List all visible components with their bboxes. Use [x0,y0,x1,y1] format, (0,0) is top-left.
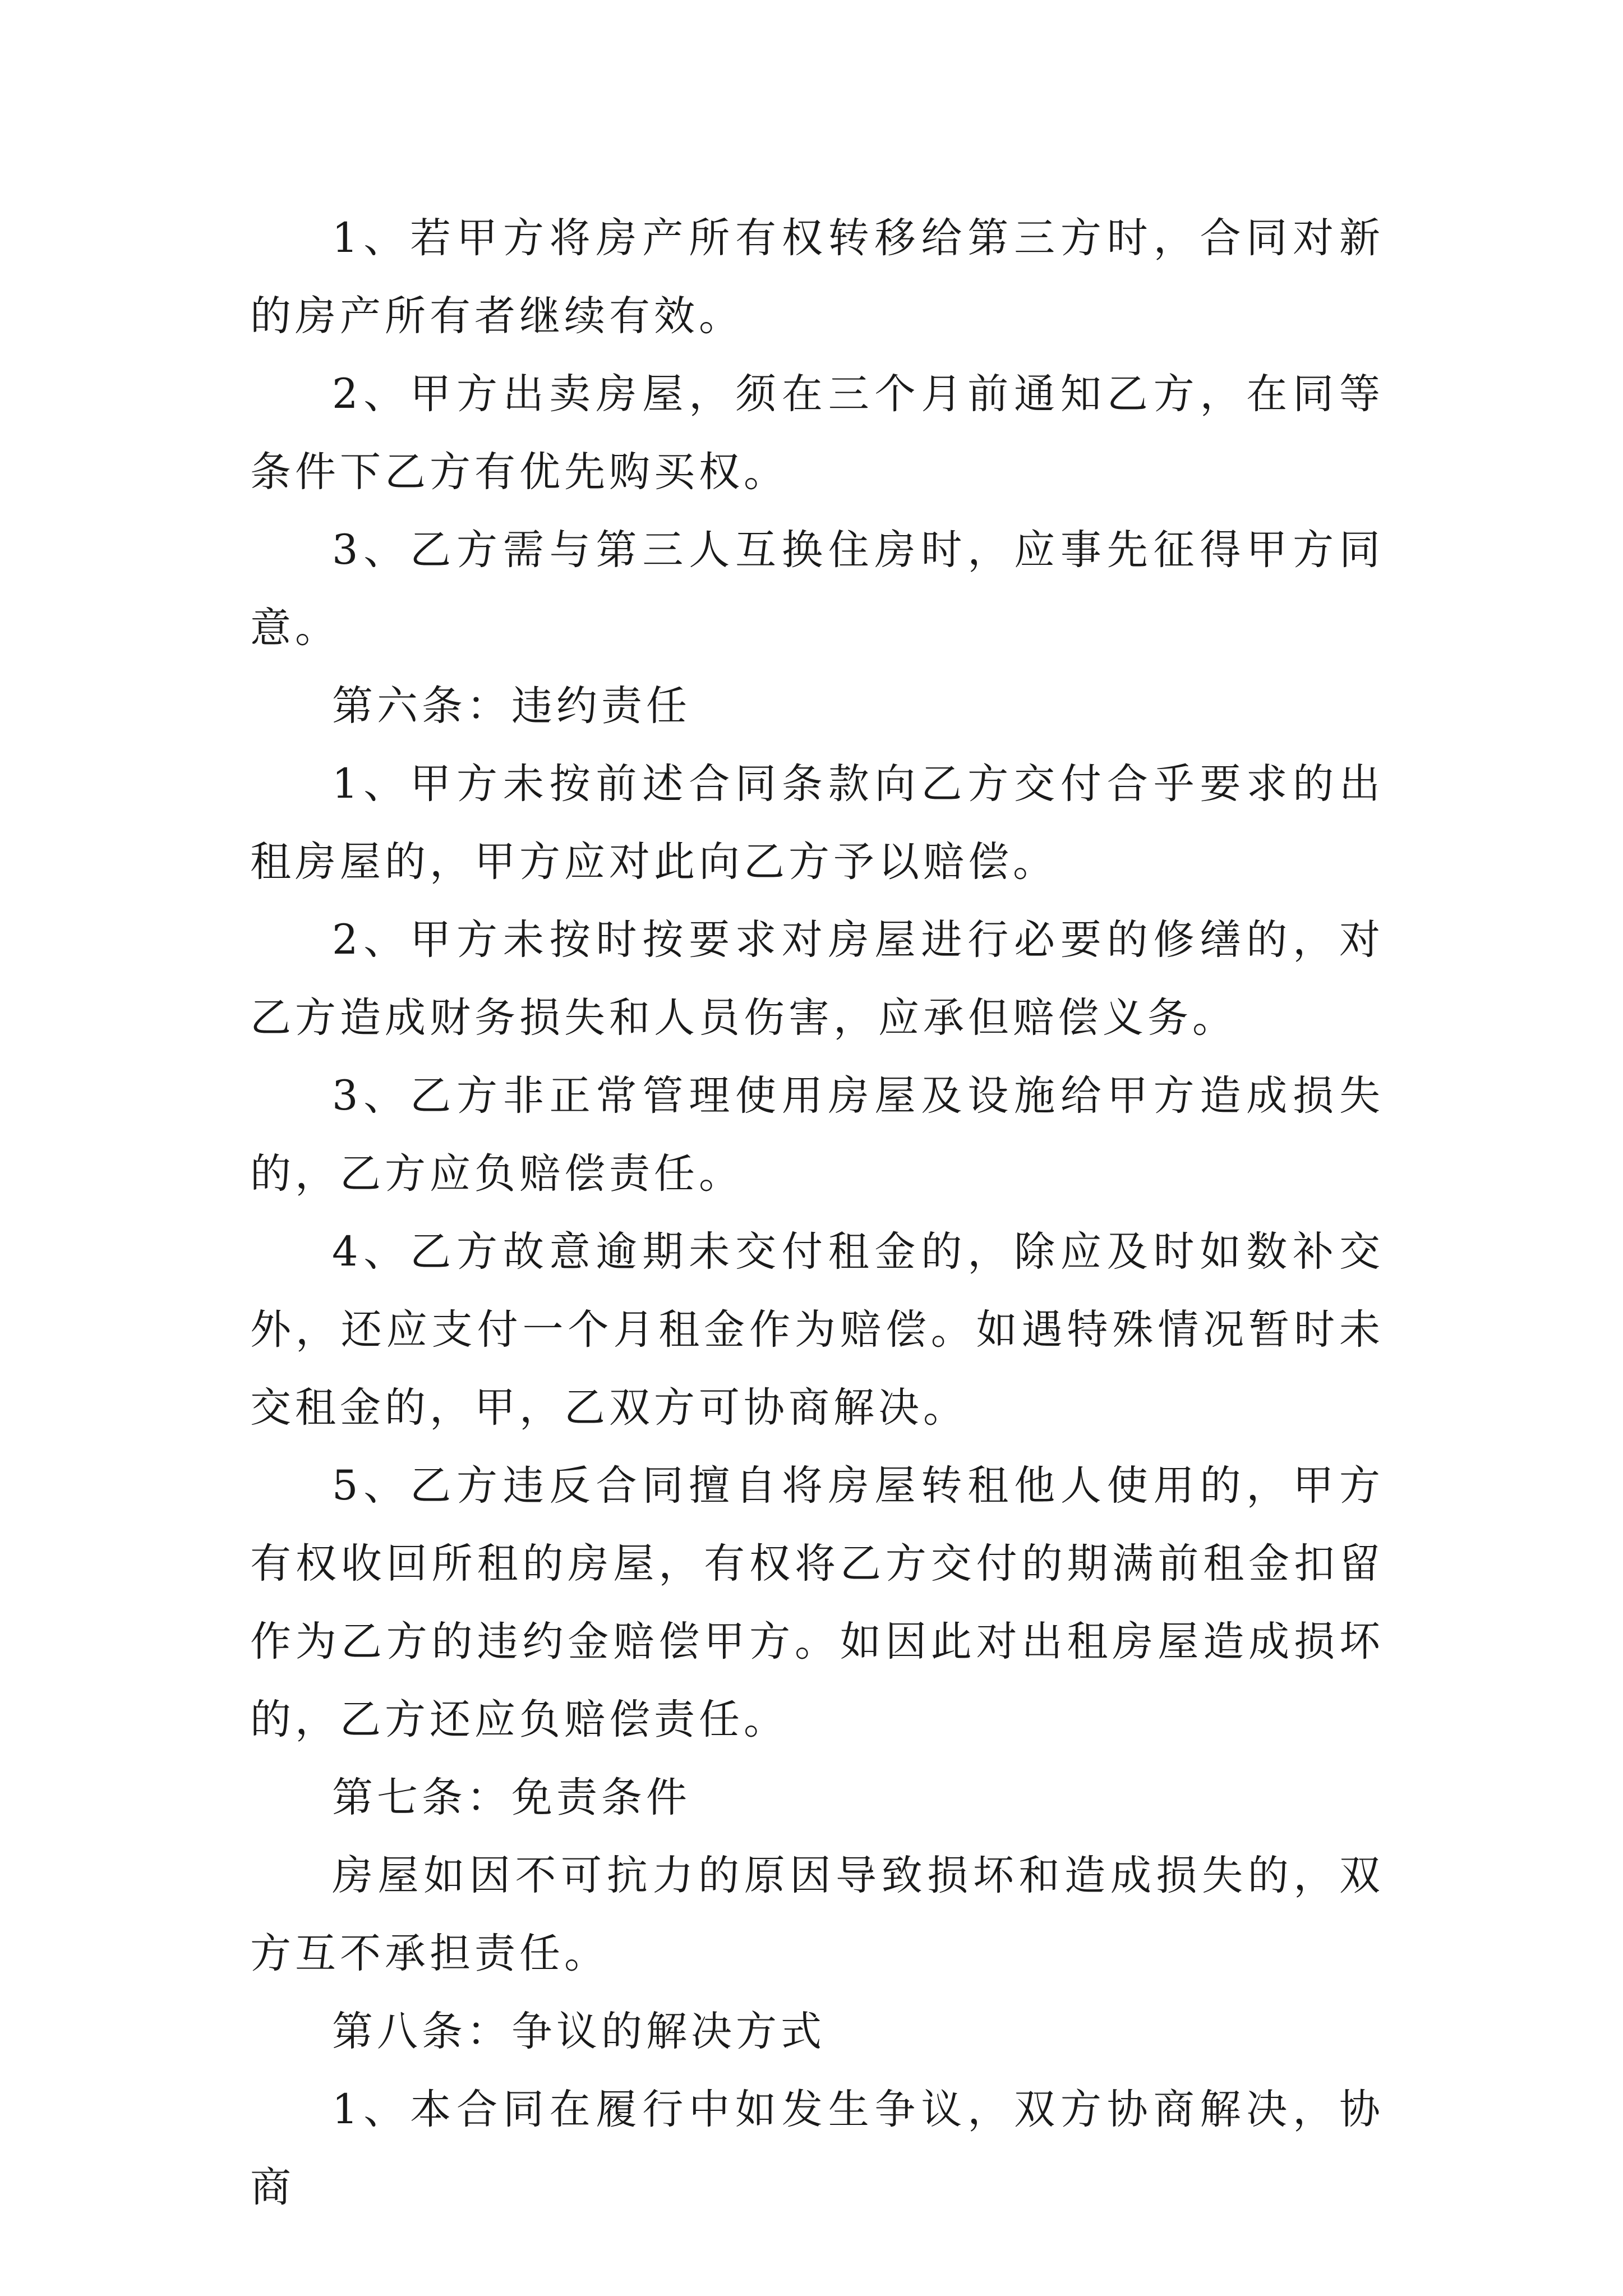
article-8-item-1: 1、本合同在履行中如发生争议，双方协商解决，协商 [250,2086,1384,2211]
article-8-heading: 第八条：争议的解决方式 [332,2008,826,2055]
article-6-item-5: 5、乙方违反合同擅自将房屋转租他人使用的，甲方有权收回所租的房屋，有权将乙方交付的期满前租金扣留作为乙方的违约金赔偿甲方。如因此对出租房屋造成损坏的，乙方还应负赔偿责任。 [250,1462,1384,1743]
clause-5-item-1: 1、若甲方将房产所有权转移给第三方时，合同对新的房产所有者继续有效。 [250,214,1384,340]
document-body [250,199,1384,2226]
clause-5-item-2: 2、甲方出卖房屋，须在三个月前通知乙方，在同等条件下乙方有优先购买权。 [250,370,1384,496]
article-6-item-1: 1、甲方未按前述合同条款向乙方交付合乎要求的出租房屋的，甲方应对此向乙方予以赔偿。 [250,760,1384,886]
article-6-item-4: 4、乙方故意逾期未交付租金的，除应及时如数补交外，还应支付一个月租金作为赔偿。如遇特殊情况暂时未交租金的，甲，乙双方可协商解决。 [250,1228,1384,1432]
article-6-item-3: 3、乙方非正常管理使用房屋及设施给甲方造成损失的，乙方应负赔偿责任。 [250,1072,1384,1198]
article-6-heading: 第六条：违约责任 [332,682,691,730]
article-7-heading: 第七条：免责条件 [332,1774,691,1821]
article-6-item-2: 2、甲方未按时按要求对房屋进行必要的修缮的，对乙方造成财务损失和人员伤害，应承但赔偿义务。 [250,916,1384,1042]
clause-5-item-3: 3、乙方需与第三人互换住房时，应事先征得甲方同意。 [250,526,1384,652]
article-7-text: 房屋如因不可抗力的原因导致损坏和造成损失的，双方互不承担责任。 [250,1852,1384,1977]
